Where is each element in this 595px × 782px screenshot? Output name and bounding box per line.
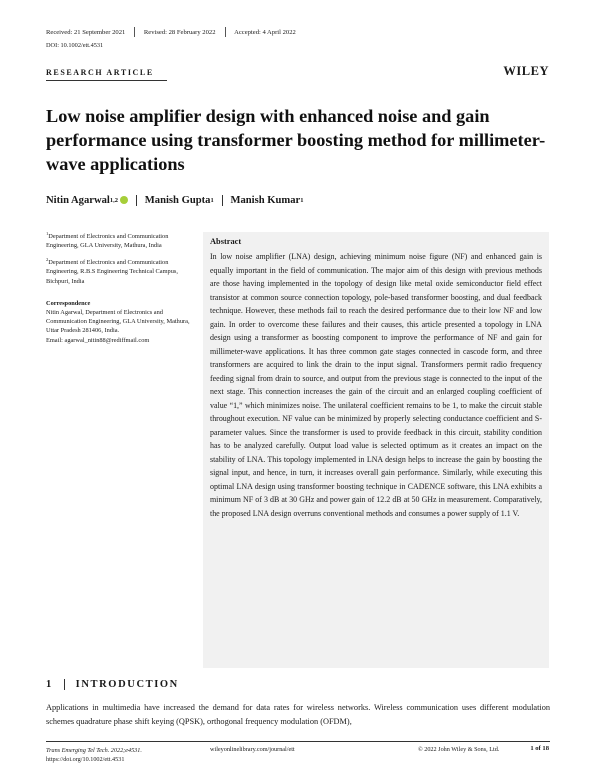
doi[interactable]: DOI: 10.1002/ett.4531 xyxy=(46,42,104,49)
article-type-underline xyxy=(46,80,167,81)
received-date: Received: 21 September 2021 xyxy=(46,28,126,36)
publication-dates xyxy=(46,27,296,37)
divider xyxy=(134,27,135,37)
journal-doi-link[interactable]: https://doi.org/10.1002/ett.4531 xyxy=(46,756,125,763)
page-number: 1 of 18 xyxy=(530,745,549,752)
correspondence-heading: Correspondence xyxy=(46,299,91,307)
abstract-heading: Abstract xyxy=(210,237,242,246)
section-heading xyxy=(46,679,179,690)
divider xyxy=(136,195,137,206)
section-title: INTRODUCTION xyxy=(75,679,179,690)
publisher-logo: WILEY xyxy=(503,64,549,78)
author-affiliation-mark: 1 xyxy=(210,197,214,204)
affiliations-sidebar xyxy=(46,229,196,345)
author-list xyxy=(46,195,303,206)
revised-date: Revised: 28 February 2022 xyxy=(143,28,216,36)
paper-title: Low noise amplifier design with enhanced noise and gain performance using transformer boosting method for millimeter-wave applications xyxy=(46,106,546,174)
correspondence-text: Nitin Agarwal, Department of Electronics and Communication Engineering, GLA University, Mathura, Uttar Pradesh 281406, India. xyxy=(46,308,190,335)
footer-divider xyxy=(46,741,550,742)
author-name[interactable]: Manish Gupta xyxy=(144,195,211,206)
author-affiliation-mark: 1 xyxy=(300,197,304,204)
journal-citation: Trans Emerging Tel Tech. 2022;e4531. xyxy=(46,747,142,754)
section-number: 1 xyxy=(46,679,53,690)
copyright: © 2022 John Wiley & Sons, Ltd. xyxy=(418,746,500,753)
introduction-text: Applications in multimedia have increased the demand for data rates for wireless networks. Wireless communication uses different modulation schemes quadrature phase shift keying (QPSK), orthogonal frequency modulation (OFDM), xyxy=(46,703,550,726)
accepted-date: Accepted: 4 April 2022 xyxy=(234,28,296,36)
divider xyxy=(225,27,226,37)
author-affiliation-mark: 1,2 xyxy=(109,197,118,204)
divider xyxy=(64,679,65,690)
affiliation: $^2$Department of Electronics and Communication Engineering, R.B.S Engineering Technical Campus, Bichpuri, India xyxy=(46,257,178,285)
orcid-icon[interactable] xyxy=(120,196,128,204)
divider xyxy=(222,195,223,206)
affiliation: $^1$Department of Electronics and Communication Engineering, GLA University, Mathura, India xyxy=(46,231,169,250)
correspondence-email[interactable]: Email: agarwal_nitin88@rediffmail.com xyxy=(46,336,150,344)
footer-citation xyxy=(46,746,142,764)
author-name[interactable]: Manish Kumar xyxy=(230,195,301,206)
journal-url[interactable]: wileyonlinelibrary.com/journal/ett xyxy=(210,746,295,753)
author-name[interactable]: Nitin Agarwal xyxy=(46,195,110,206)
abstract-text: In low noise amplifier (LNA) design, achieving minimum noise figure (NF) and enhanced gain is equally important in the field of communication. The major aim of this design with previous methods are those having implemented in the topology of design like metal oxide semiconductor field effect transistor at common source connection topology, pole-based transformer boosting, and dual feedback technique. However, these methods fail to reach the desired performance due to their low NF and low gain. In order to overcome these failures and their causes, this article presented a topology in LNA design using a transformer as boosting component to improve the performance of NF and gain for millimeter-wave applications. It has three common gate stages connected in cascode form, and three transformers are acquired to link the drain to the input signal. Transformers permit radio frequency feeding signal from drain to source, and output from the previous stage is connected to the input of the next stage. This connection increases the gain of the circuit and an enlarged coupling coefficient of value “1,” which minimizes noise. The unilateral coefficient remains to be 1, to make the circuit stable throughout execution. NF value can be minimized by properly selecting conductance coefficient and S-parameter values. Since the transformer is used to provide feedback in this circuit, stability condition has to be analyzed carefully. Output load value is selected optimum as it creates an impact on the stability of LNA. This topology implemented in LNA design helps to increase the gain by boosting the signal input, and hence, in turn, it increases overall gain performance. Similarly, while executing this optimal LNA design using transformer boosting technique in CADENCE software, this LNA exhibits a minimum NF of 3 dB at 30 GHz and power gain of 12.2 dB at 50 GHz in measurement. Comparatively, the proposed LNA design overruns conventional methods and consumes a power supply of 1.1 V. xyxy=(210,252,542,518)
article-type: RESEARCH ARTICLE xyxy=(46,68,154,77)
